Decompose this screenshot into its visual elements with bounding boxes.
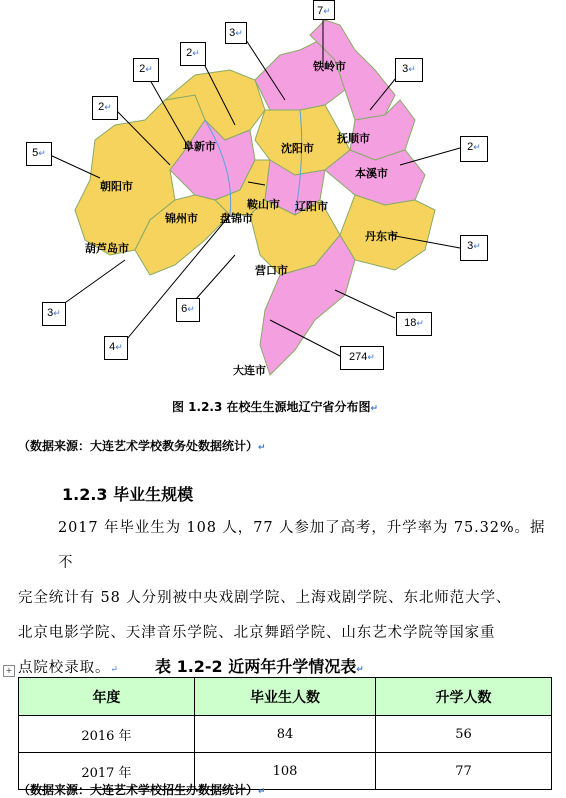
city-label: 铁岭市	[313, 60, 346, 73]
callout-box: 5↵	[26, 142, 52, 166]
callout-box: 274↵	[340, 346, 384, 370]
table-cell: 108	[194, 753, 375, 790]
callout-box: 4↵	[104, 336, 128, 360]
table-header-row	[19, 678, 552, 716]
table-cell: 2017 年	[19, 753, 195, 790]
city-label: 辽阳市	[295, 200, 328, 213]
callout-box: 2↵	[92, 96, 118, 120]
city-label: 丹东市	[365, 230, 398, 243]
callout-box: 3↵	[225, 22, 247, 44]
table-caption: 表 1.2-2 近两年升学情况表↵	[155, 657, 364, 676]
source-note: （数据来源：大连艺术学校招生办数据统计）↵	[18, 783, 266, 797]
city-label: 朝阳市	[100, 180, 133, 193]
callout-box: 3↵	[395, 58, 423, 82]
city-label: 阜新市	[183, 140, 216, 153]
table-cell: 77	[376, 753, 552, 790]
table-header-cell: 年度	[19, 678, 195, 716]
section-heading: 1.2.3 毕业生规模	[62, 485, 194, 504]
callout-box: 3↵	[42, 302, 66, 326]
table-header-cell: 毕业生人数	[194, 678, 375, 716]
city-label: 葫芦岛市	[85, 242, 129, 255]
source-note: （数据来源：大连艺术学校教务处数据统计）↵	[18, 439, 266, 453]
paragraph-line: 点院校录取。↵	[18, 660, 119, 676]
city-label: 鞍山市	[247, 198, 280, 211]
city-label: 营口市	[255, 264, 288, 277]
callout-box: 6↵	[176, 298, 200, 322]
callout-box: 2↵	[133, 58, 159, 82]
callout-box: 3↵	[460, 235, 488, 261]
table-cell: 56	[376, 716, 552, 753]
city-label: 沈阳市	[281, 142, 314, 155]
callout-box: 2↵	[180, 42, 206, 66]
callout-box: 2↵	[460, 136, 488, 162]
results-table	[18, 677, 552, 790]
city-label: 盘锦市	[220, 212, 253, 225]
callout-box: 18↵	[396, 312, 432, 336]
figure-caption: 图 1.2.3 在校生生源地辽宁省分布图↵	[172, 400, 379, 414]
table-header-cell: 升学人数	[376, 678, 552, 716]
city-label: 本溪市	[355, 167, 388, 180]
table-cell: 2016 年	[19, 716, 195, 753]
table-row	[19, 716, 552, 753]
callout-box: 7↵	[313, 0, 335, 20]
table-move-handle-icon[interactable]: +	[3, 665, 15, 677]
city-label: 抚顺市	[337, 132, 370, 145]
table-cell: 84	[194, 716, 375, 753]
paragraph-line: 2017 年毕业生为 108 人，77 人参加了高考，升学率为 75.32%。据不	[58, 520, 546, 571]
city-label: 大连市	[233, 364, 266, 377]
paragraph-line: 完全统计有 58 人分别被中央戏剧学院、上海戏剧学院、东北师范大学、	[18, 590, 512, 606]
paragraph-line: 北京电影学院、天津音乐学院、北京舞蹈学院、山东艺术学院等国家重	[18, 625, 496, 641]
city-label: 锦州市	[165, 212, 198, 225]
